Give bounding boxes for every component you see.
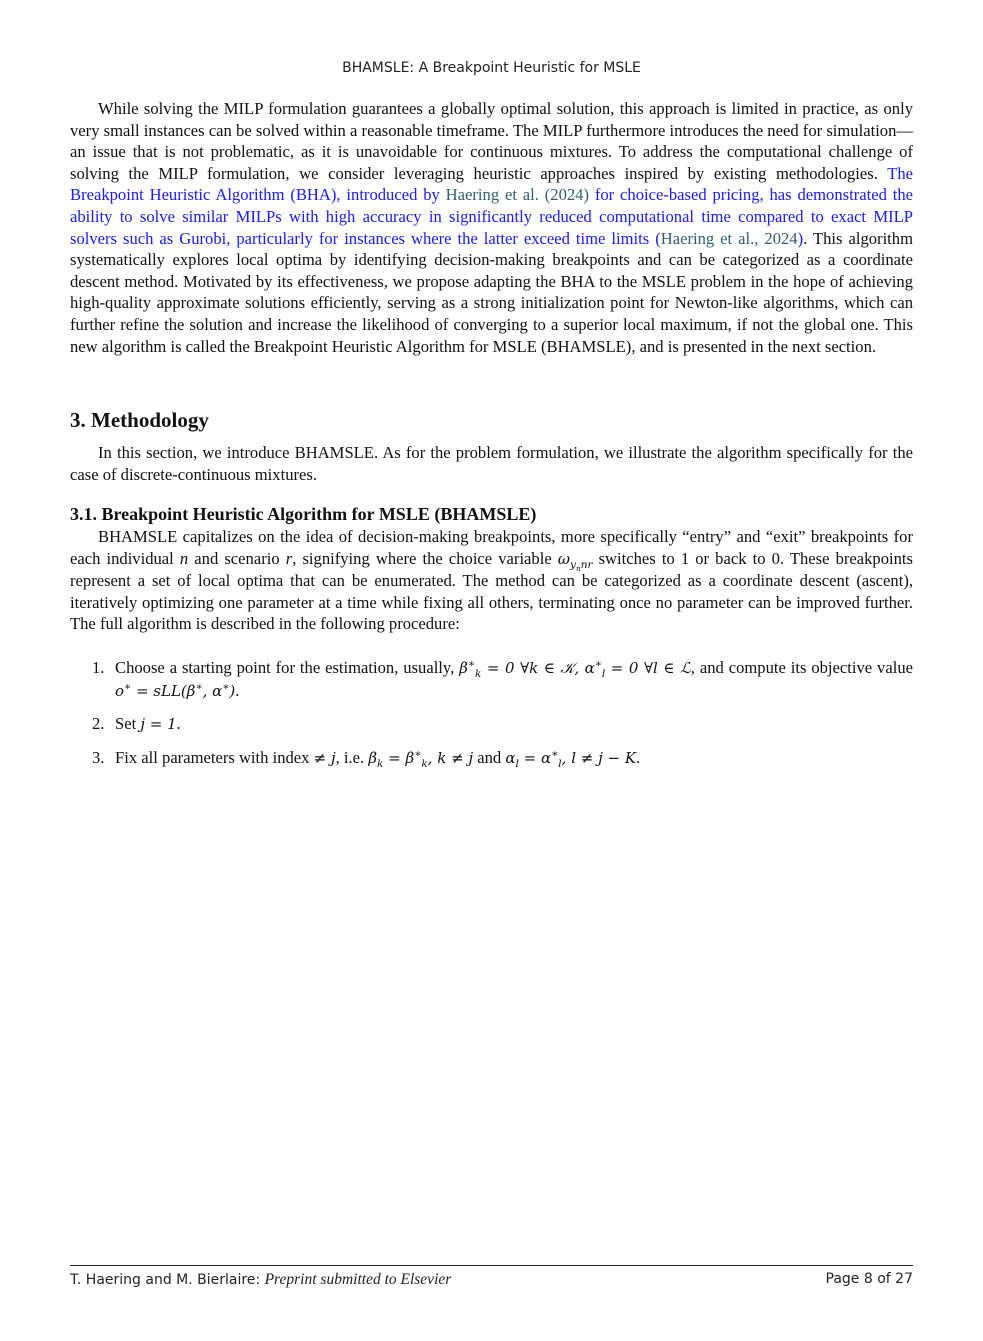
footer-divider: [70, 1265, 913, 1266]
step-number: 1.: [92, 658, 105, 677]
math-expression: $\beta^∗_k = 0$ ∀k ∈ 𝒦, $\alpha^∗_l = 0$ ∀l ∈ ℒ: [459, 658, 691, 680]
author-names: T. Haering and M. Bierlaire:: [70, 1272, 265, 1288]
subsection-heading-bhamsle: 3.1. Breakpoint Heuristic Algorithm for MSLE (BHAMSLE): [70, 504, 537, 524]
text: . This algorithm systematically explores local optima by identifying decision-making breakpoints and can be categorized as a coordinate descent method. Motivated by its effectiveness, we propose adapting the BHA to the MSLE problem in the hope of achieving high-quality approximate solutions efficiently, serving as a strong initialization point for Newton-like algorithms, which can further refine the solution and increase the likelihood of converging to a superior local maximum, if not the global one. This new algorithm is called the Breakpoint Heuristic Algorithm for MSLE (BHAMSLE), and is presented in the next section.: [70, 228, 913, 356]
math-variable: n: [179, 548, 189, 568]
paragraph-methodology-intro: In this section, we introduce BHAMSLE. As for the problem formulation, we illustrate the algorithm specifically for the case of discrete-continuous mixtures.: [70, 443, 913, 484]
running-title: BHAMSLE: A Breakpoint Heuristic for MSLE: [342, 60, 641, 76]
link-text[interactable]: ): [797, 228, 804, 248]
step-number: 3.: [92, 747, 105, 767]
algorithm-steps: [70, 657, 913, 780]
citation-link[interactable]: Haering et al., 2024: [660, 228, 798, 248]
step-number: 2.: [92, 714, 105, 734]
math-expression: o∗ = sLL(β∗, α∗): [115, 680, 236, 700]
journal-note: Preprint submitted to Elsevier: [264, 1271, 452, 1288]
text: switches to 1 or back to 0. These breakpoints represent a set of local optima that can be enumerated. The method can be categorized as a coordinate descent (ascent), iteratively optimizing one parameter at a time while fixing all others, terminating once no parameter can be improved further. The full algorithm is described in the following procedure:: [70, 548, 913, 634]
link-text[interactable]: The Breakpoint Heuristic Algorithm (BHA), introduced by: [70, 163, 913, 205]
text: Choose a starting point for the estimation, usually,: [115, 658, 460, 677]
algorithm-step: 2. Set j = 1.: [92, 714, 181, 734]
text: and: [473, 747, 506, 767]
text: , i.e.: [335, 747, 369, 767]
text: , signifying where the choice variable: [292, 548, 558, 568]
math-expression: $\beta_k = \beta^∗_k$, k ≠ j: [368, 747, 474, 770]
text: and scenario: [188, 548, 286, 568]
text: Set: [115, 714, 141, 734]
footer-authors: [70, 1271, 451, 1289]
text: While solving the MILP formulation guarantees a globally optimal solution, this approach is limited in practice, as only very small instances can be solved within a reasonable timeframe. The MILP furthermore introduces the need for simulation—an issue that is not problematic, as it is unavoidable for continuous mixtures. To address the computational challenge of solving the MILP formulation, we consider leveraging heuristic approaches inspired by existing methodologies.: [70, 99, 913, 183]
algorithm-step: 3. Fix all parameters with index ≠ j, i.e. $\beta_k = \beta^∗_k$, k ≠ j and $\alpha_l = \alpha^∗_l$, l ≠ j − K.: [92, 747, 641, 770]
algorithm-step: 1. Choose a starting point for the estimation, usually, $\beta^∗_k = 0$ ∀k ∈ 𝒦, $\alpha^∗_l = 0$ ∀l ∈ ℒ, and compute its objective value o∗ = sLL(β∗, α∗).: [92, 658, 913, 700]
text: , and compute its objective value: [690, 658, 913, 677]
text: BHAMSLE capitalizes on the idea of decision-making breakpoints, more specifically “entry” and “exit” breakpoints for each individual: [70, 527, 913, 568]
math-expression: ≠ j: [313, 748, 336, 767]
math-choice-variable: $\omega_{y_nnr}$: [557, 549, 593, 573]
section-heading-methodology: 3. Methodology: [70, 408, 209, 432]
math-expression: $\alpha_l = \alpha^∗_l$, l ≠ j − K: [505, 747, 637, 770]
paper-page: [70, 0, 913, 1341]
page-number: Page 8 of 27: [825, 1271, 913, 1287]
link-text[interactable]: for choice-based pricing, has demonstrated the ability to solve similar MILPs with high accuracy in significantly reduced computational time compared to exact MILP solvers such as Gurobi, particularly for instances where the latter exceed time limits (: [70, 185, 913, 248]
paragraph-bhamsle-description: [70, 526, 913, 635]
citation-link[interactable]: Haering et al. (2024): [445, 185, 589, 205]
text: Fix all parameters with index: [115, 747, 314, 767]
math-expression: j = 1: [140, 715, 177, 734]
math-variable: r: [285, 548, 293, 568]
paragraph-milp-limitations: [70, 98, 913, 357]
